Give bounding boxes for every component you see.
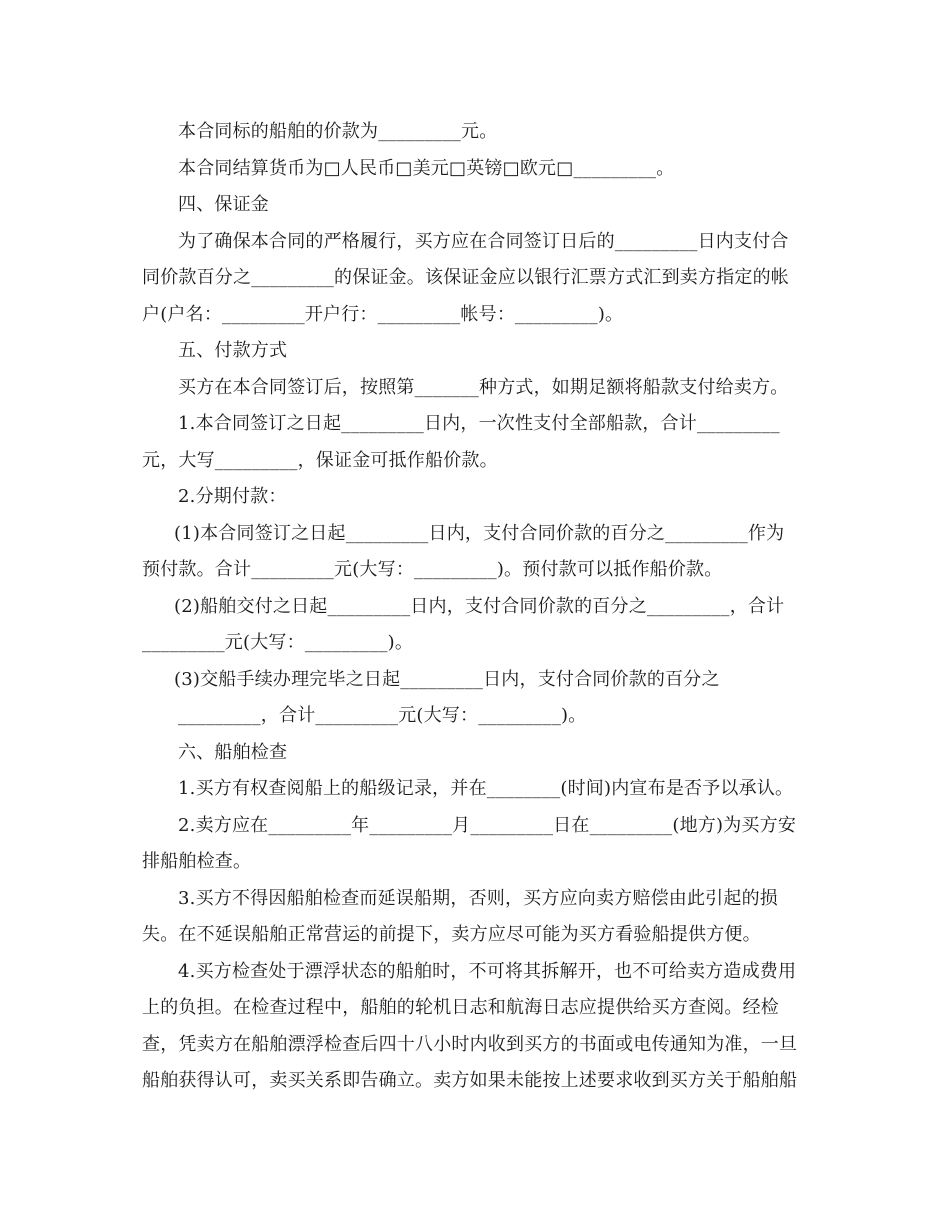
- paragraph-line: 失。在不延误船舶正常营运的前提下，卖方应尽可能为买方看验船提供方便。: [142, 924, 761, 945]
- paragraph-line: 2.分期付款：: [178, 486, 287, 507]
- paragraph-line: 元，大写_________，保证金可抵作船价款。: [142, 449, 498, 471]
- paragraph-line: _________元(大写：_________)。: [142, 632, 414, 653]
- currency-line: 本合同结算货币为□人民币□美元□英镑□欧元□_________。: [178, 157, 675, 179]
- paragraph-line: (1)本合同签订之日起_________日内，支付合同价款的百分之_________作为: [174, 522, 785, 544]
- paragraph-line: _________，合计_________元(大写：_________)。: [178, 705, 587, 726]
- price-line: 本合同标的船舶的价款为_________元。: [178, 121, 498, 142]
- paragraph-line: 1.买方有权查阅船上的船级记录，并在________(时间)内宣布是否予以承认。: [178, 778, 794, 799]
- paragraph-line: (3)交船手续办理完毕之日起_________日内，支付合同价款的百分之: [174, 668, 720, 690]
- paragraph-line: 为了确保本合同的严格履行，买方应在合同签订日后的_________日内支付合: [178, 230, 789, 252]
- paragraph-line: 2.卖方应在_________年_________月_________日在_________(地方)为买方安: [178, 814, 797, 836]
- paragraph-line: 同价款百分之_________的保证金。该保证金应以银行汇票方式汇到卖方指定的帐: [142, 267, 789, 288]
- paragraph-line: 查，凭卖方在船舶漂浮检查后四十八小时内收到买方的书面或电传通知为准，一旦: [142, 1033, 798, 1055]
- paragraph-line: 4.买方检查处于漂浮状态的船舶时，不可将其拆解开，也不可给卖方造成费用: [178, 960, 797, 982]
- section-heading-deposit: 四、保证金: [178, 194, 269, 215]
- document-body: [142, 114, 812, 1100]
- section-heading-inspection: 六、船舶检查: [178, 741, 288, 763]
- paragraph-line: 上的负担。在检查过程中，船舶的轮机日志和航海日志应提供给买方查阅。经检: [142, 997, 779, 1018]
- paragraph-line: 买方在本合同签订后，按照第_______种方式，如期足额将船款支付给卖方。: [178, 376, 789, 398]
- paragraph-line: 1.本合同签订之日起_________日内，一次性支付全部船款，合计_________: [178, 413, 780, 434]
- paragraph-line: 船舶获得认可，卖买关系即告确立。卖方如果未能按上述要求收到买方关于船舶船: [142, 1070, 798, 1091]
- paragraph-line: 预付款。合计_________元(大写：_________)。预付款可以抵作船价款。: [142, 559, 723, 580]
- paragraph-line: (2)船舶交付之日起_________日内，支付合同价款的百分之_________，合计: [174, 595, 785, 617]
- paragraph-line: 排船舶检查。: [142, 851, 252, 872]
- paragraph-line: 3.买方不得因船舶检查而延误船期，否则，买方应向卖方赔偿由此引起的损: [178, 887, 778, 909]
- paragraph-line: 户(户名：_________开户行：_________帐号：_________)。: [142, 303, 624, 325]
- section-heading-payment: 五、付款方式: [178, 340, 288, 361]
